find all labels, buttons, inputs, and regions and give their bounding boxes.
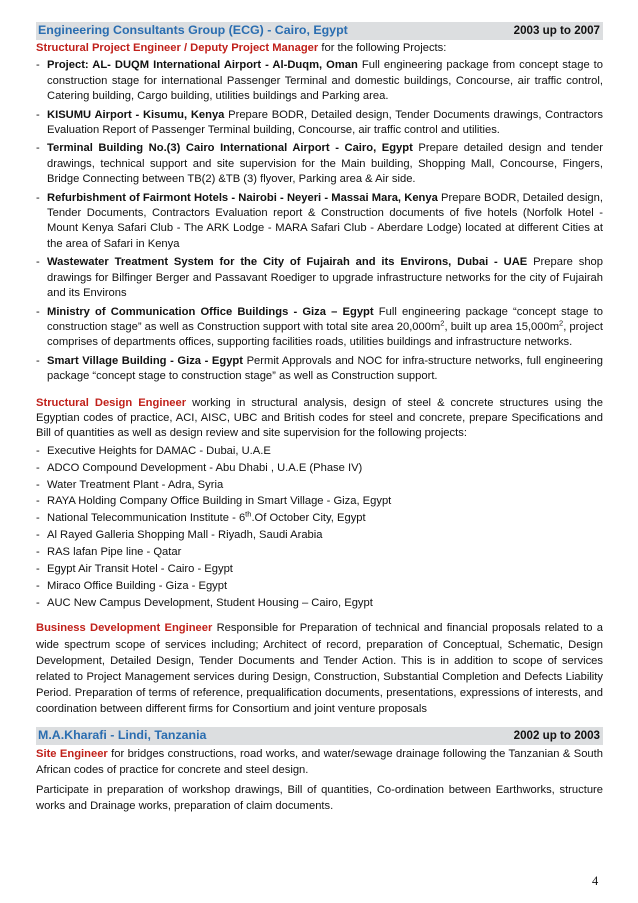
design-item: - ADCO Compound Development - Abu Dhabi , U.A.E (Phase IV) — [36, 461, 603, 476]
project-desc: Prepare BODR, Detailed design, Tender Documents drawings, Contractors Evaluation Report of Passenger Terminal building, Concourse, air traffic control and utilities. — [47, 108, 603, 137]
design-item: - Water Treatment Plant - Adra, Syria — [36, 478, 603, 493]
project-desc: Prepare shop drawings for Bilfinger Berger and Passavant Roediger to upgrade infrastructure networks for the city of Fujairah and its Environs — [47, 256, 603, 300]
design-item: - Egypt Air Transit Hotel - Cairo - Egypt — [36, 562, 603, 577]
project-desc: Full engineering package “concept stage to construction stage” as well as Construction support with total site area 20,000m — [47, 305, 603, 333]
kharafi-paragraph-2: Participate in preparation of workshop drawings, Bill of quantities, Co-ordination between Earthworks, structure works and Drainage works, preparation of claim documents. — [36, 783, 603, 812]
cv-page — [36, 22, 603, 814]
kharafi-header-bar — [36, 727, 603, 745]
design-item: - RAYA Holding Company Office Building in Smart Village - Giza, Egypt — [36, 494, 603, 509]
ecg-role-suffix: for the following Projects: — [318, 42, 447, 54]
design-project-list — [36, 444, 603, 612]
kharafi-company-name: M.A.Kharafi - Lindi, Tanzania — [38, 727, 207, 742]
superscript: th — [245, 509, 252, 519]
ecg-header-bar — [36, 22, 603, 40]
ecg-role-line — [36, 41, 603, 56]
page-number: 4 — [592, 874, 599, 888]
project-item-smart-village — [36, 354, 603, 385]
design-role-title: Structural Design Engineer — [36, 396, 187, 409]
ecg-company-name: Engineering Consultants Group (ECG) - Cairo, Egypt — [38, 23, 348, 38]
kharafi-text-1: for bridges constructions, road works, and water/sewage drainage following the Tanzanian & South African codes of practice for concrete and steel design. — [36, 747, 603, 776]
project-name: Project: AL- DUQM International Airport - Al-Duqm, Oman — [47, 59, 358, 72]
project-desc: Permit Approvals and NOC for infra-structure networks, full engineering package “concept stage to construction stage” as well as Construction support. — [47, 354, 603, 383]
project-item — [36, 191, 603, 253]
biz-role-title: Business Development Engineer — [36, 622, 213, 635]
biz-text: Responsible for Preparation of technical and financial proposals related to a wide spectrum scope of services including; Architect of record, preparation of Conceptual, Schematic, Design Development, Detailed Design, Tender Documents and Tender Action. This is in addition to scope of services related to Project Management services during Design, Construction, Substantial Completion and Defects Liability Period. Preparation of terms of reference, prequalification documents, presentations, expressions of interests, and coordination between different firms for Consortium and joint venture proposals — [36, 622, 603, 716]
design-intro: working in structural analysis, design of steel & concrete structures using the Egyptian codes of practice, ACI, AISC, UBC and British codes for steel and concrete, prepare Specifications and Bill of quantities as well as design review and site supervision for the following projects: — [36, 396, 603, 440]
design-item: - Executive Heights for DAMAC - Dubai, U.A.E — [36, 444, 603, 459]
ecg-role-title: Structural Project Engineer / Deputy Project Manager — [36, 42, 319, 54]
project-name: KISUMU Airport - Kisumu, Kenya — [47, 108, 225, 121]
project-desc: Prepare detailed design and tender drawings, technical support and site supervision for the Main building, Shopping Mall, Concourse, Fingers, Bridge Connecting between TB(2) &TB (3) flyover, Parking area & Air side. — [47, 142, 603, 186]
kharafi-paragraph-1 — [36, 746, 603, 778]
project-desc: Prepare BODR, Detailed design, Tender Documents, Contractors Evaluation report & Construction documents of five hotels (Norfolk Hotel - Mount Kenya Safari Club - The ARK Lodge - MARA Safari Club - Aberdare Lodge) located at different Cities at the area of Safari in Kenya — [47, 191, 603, 250]
project-desc: , project comprises of departments offices, supporting facilities roads, utilities buildings and infrastructure networks. — [47, 320, 604, 349]
business-development-paragraph — [36, 620, 603, 717]
design-item-text: .Of October City, Egypt — [251, 512, 366, 525]
project-name: Wastewater Treatment System for the City of Fujairah and its Environs, Dubai - UAE — [47, 256, 528, 269]
project-item-ministry — [36, 305, 603, 351]
project-name: Ministry of Communication Office Buildings - Giza – Egypt — [47, 305, 374, 318]
superscript: 2 — [559, 318, 564, 328]
project-name: Smart Village Building - Giza - Egypt — [47, 354, 243, 367]
design-item: - RAS lafan Pipe line - Qatar — [36, 545, 603, 560]
project-item — [36, 108, 603, 139]
project-name: Terminal Building No.(3) Cairo International Airport - Cairo, Egypt — [47, 142, 413, 155]
design-item: - Miraco Office Building - Giza - Egypt — [36, 579, 603, 594]
design-item: - AUC New Campus Development, Student Housing – Cairo, Egypt — [36, 596, 603, 611]
ecg-years: 2003 up to 2007 — [513, 24, 600, 38]
design-engineer-paragraph — [36, 396, 603, 442]
design-item: - Al Rayed Galleria Shopping Mall - Riyadh, Saudi Arabia — [36, 528, 603, 543]
design-item-ntra — [36, 511, 603, 526]
project-item — [36, 141, 603, 187]
kharafi-role-title: Site Engineer — [36, 747, 108, 760]
project-item — [36, 255, 603, 301]
superscript: 2 — [440, 318, 445, 328]
design-item-text: National Telecommunication Institute - 6 — [47, 512, 246, 525]
project-desc: Full engineering package from concept stage to construction stage for international Passenger Terminal and domestic buildings, Concourse, air traffic control, Catering building, Cargo building, utilities buildings and Parking area. — [47, 59, 604, 103]
project-desc: , built up area 15,000m — [444, 320, 560, 333]
kharafi-years: 2002 up to 2003 — [513, 728, 600, 742]
project-item — [36, 58, 603, 104]
ecg-project-list — [36, 58, 603, 384]
project-name: Refurbishment of Fairmont Hotels - Nairobi - Neyeri - Massai Mara, Kenya — [47, 191, 438, 204]
